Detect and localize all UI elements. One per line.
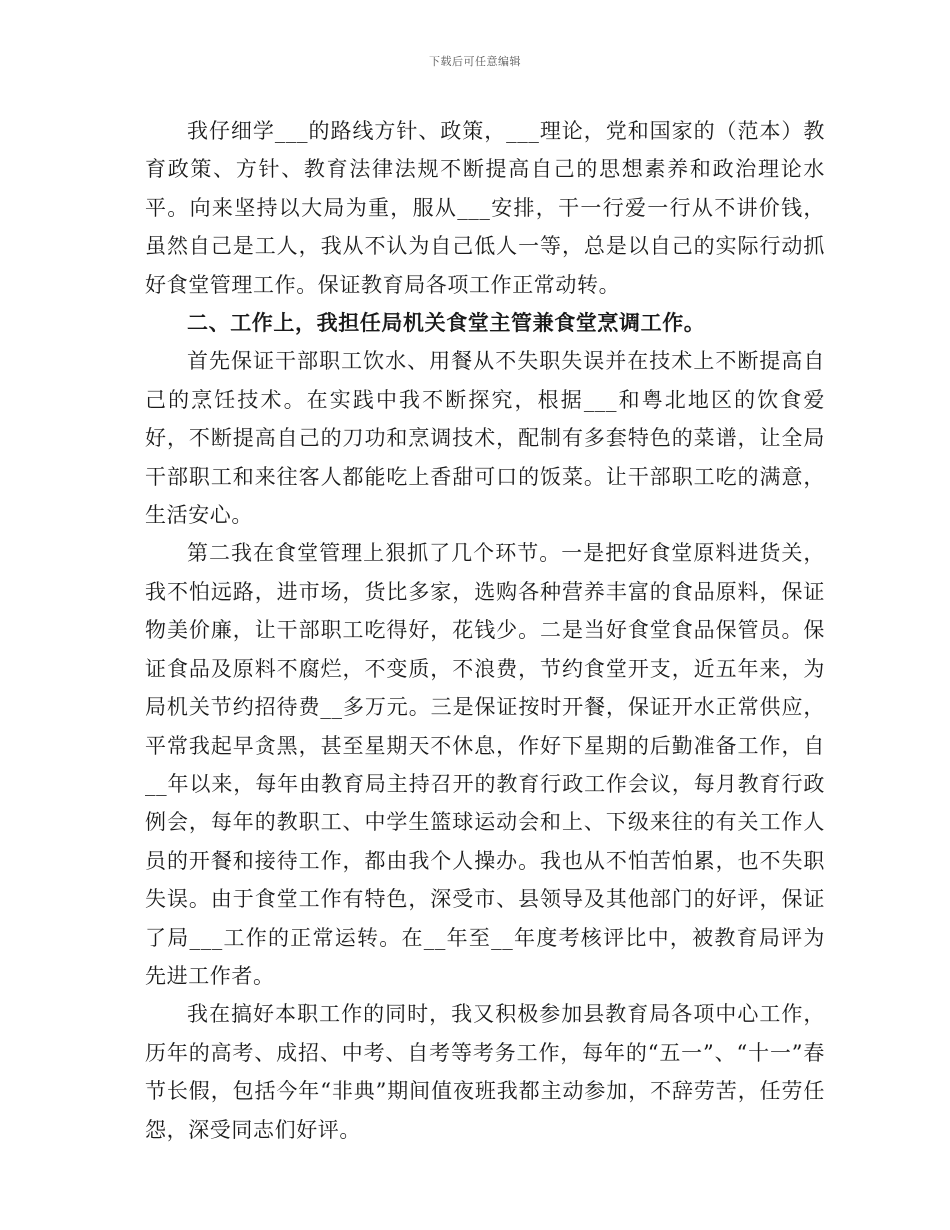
paragraph-central-work: 我在搞好本职工作的同时，我又积极参加县教育局各项中心工作，历年的高考、成招、中考、自考等考务工作，每年的“五一”、“十一”春节长假，包括今年“非典”期间值夜班我都主动参加，不辞劳苦，任劳任怨，深受同志们好评。 — [145, 1002, 825, 1142]
document-body — [145, 112, 825, 1149]
paragraph-political-study: 我仔细学___的路线方针、政策，___理论，党和国家的（范本）教育政策、方针、教育法律法规不断提高自己的思想素养和政治理论水平。向来坚持以大局为重，服从___安排，干一行爱一行从不讲价钱，虽然自己是工人，我从不认为自己低人一等，总是以自己的实际行动抓好食堂管理工作。保证教育局各项工作正常动转。 — [145, 119, 825, 297]
paragraph-canteen-management: 第二我在食堂管理上狠抓了几个环节。一是把好食堂原料进货关，我不怕远路，进市场，货比多家，选购各种营养丰富的食品原料，保证物美价廉，让干部职工吃得好，花钱少。二是当好食堂食品保管员。保证食品及原料不腐烂，不变质，不浪费，节约食堂开支，近五年来，为局机关节约招待费__多万元。三是保证按时开餐，保证开水正常供应，平常我起早贪黑，甚至星期天不休息，作好下星期的后勤准备工作，自__年以来，每年由教育局主持召开的教育行政工作会议，每月教育行政例会，每年的教职工、中学生篮球运动会和上、下级来往的有关工作人员的开餐和接待工作，都由我个人操办。我也从不怕苦怕累，也不失职失误。由于食堂工作有特色，深受市、县领导及其他部门的好评，保证了局___工作的正常运转。在__年至__年度考核评比中，被教育局评为先进工作者。 — [145, 541, 825, 988]
section-heading-work: 二、工作上，我担任局机关食堂主管兼食堂烹调工作。 — [187, 310, 706, 336]
paragraph-cooking-skills: 首先保证干部职工饮水、用餐从不失职失误并在技术上不断提高自己的烹饪技术。在实践中我不断探究，根据___和粤北地区的饮食爱好，不断提高自己的刀功和烹调技术，配制有多套特色的菜谱，让全局干部职工和来往客人都能吃上香甜可口的饭菜。让干部职工吃的满意，生活安心。 — [145, 349, 825, 528]
page-header: 下载后可任意编辑 — [429, 55, 521, 68]
